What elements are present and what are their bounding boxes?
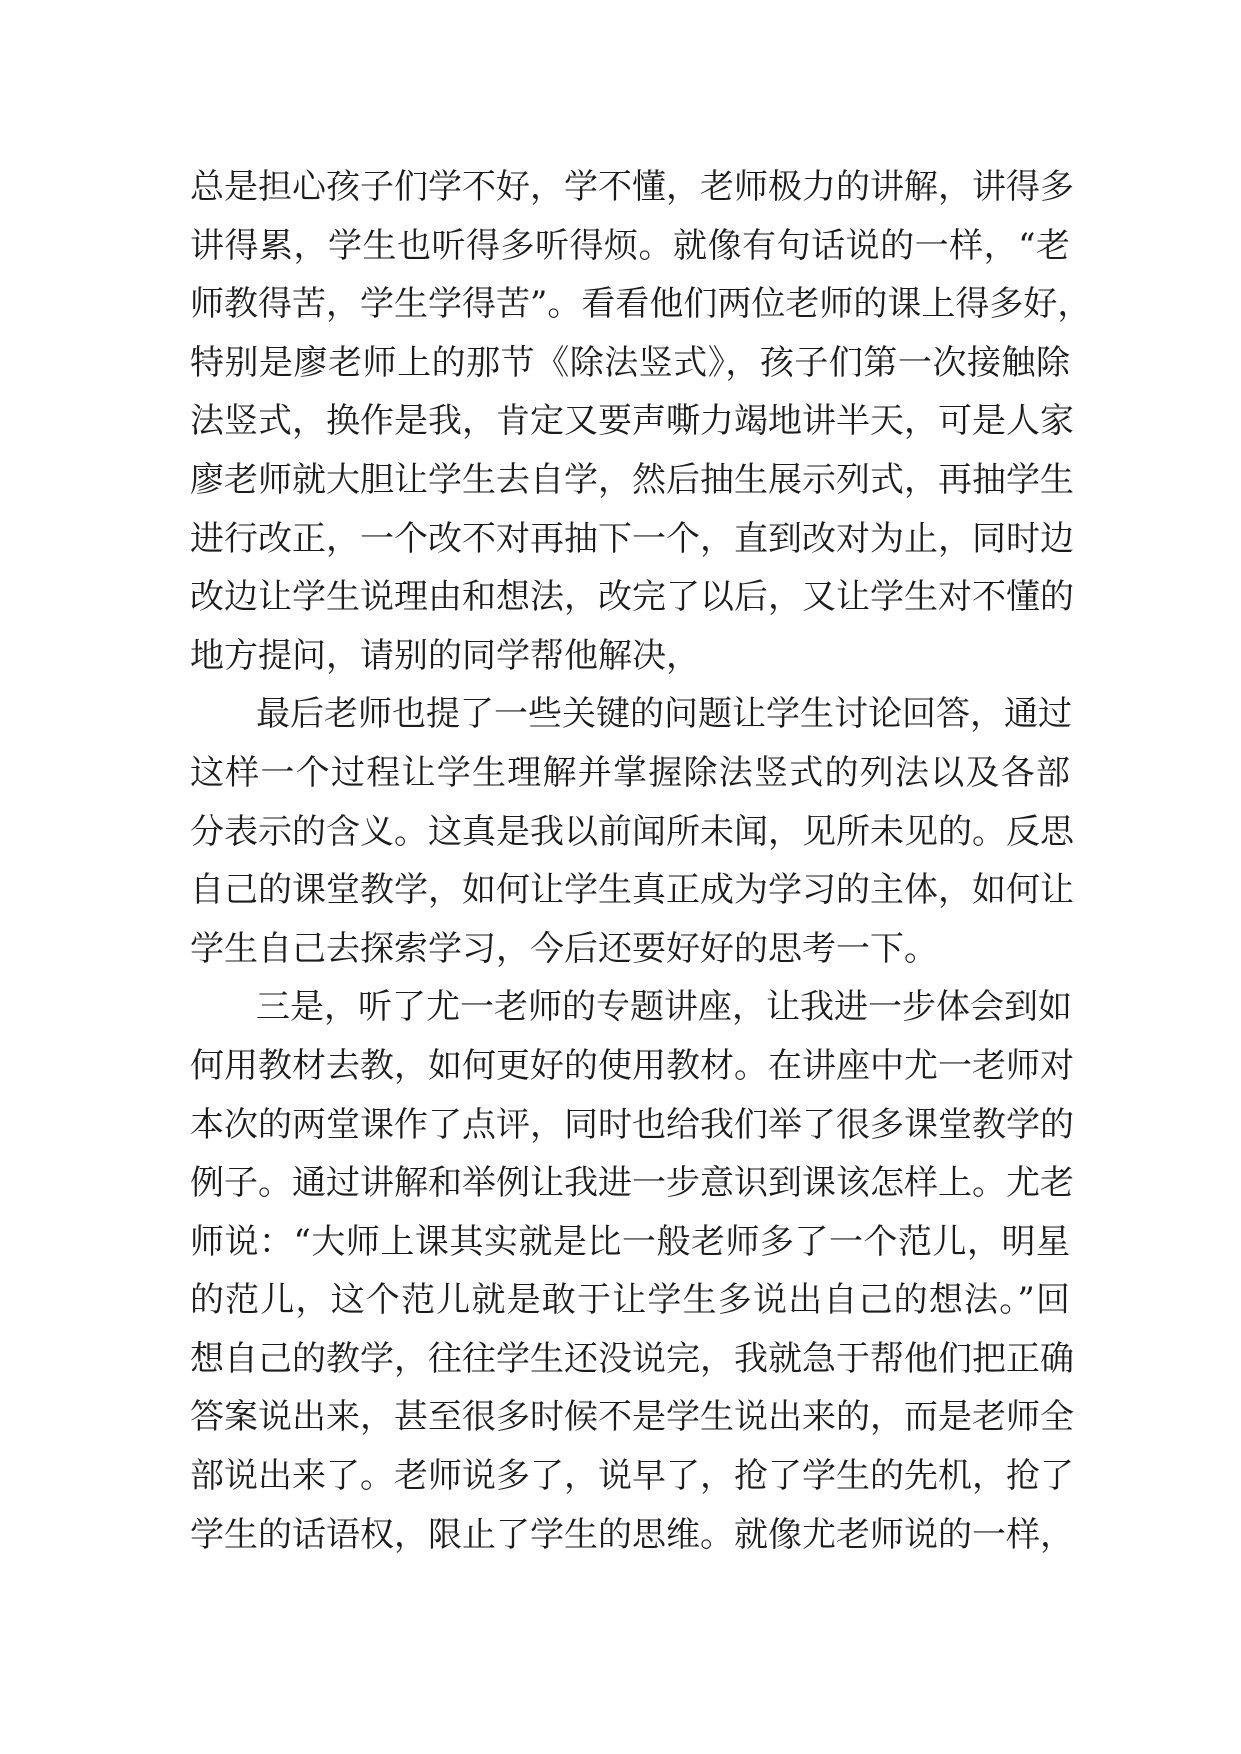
paragraph-start-line: 三是，听了尤一老师的专题讲座，让我进一步体会到如 [256, 987, 1072, 1028]
paragraph-start-line: 最后老师也提了一些关键的问题让学生讨论回答，通过 [256, 694, 1072, 735]
text-line: 分表示的含义。这真是我以前闻所未闻，见所未见的。反思 [190, 811, 1074, 852]
text-line: 学生自己去探索学习，今后还要好好的思考一下。 [190, 928, 938, 969]
text-line: 廖老师就大胆让学生去自学，然后抽生展示列式，再抽学生 [190, 459, 1074, 500]
text-line: 何用教材去教，如何更好的使用教材。在讲座中尤一老师对 [190, 1045, 1074, 1086]
text-line: 例子。通过讲解和举例让我进一步意识到课该怎样上。尤老 [190, 1163, 1074, 1204]
text-line: 自己的课堂教学，如何让学生真正成为学习的主体，如何让 [190, 870, 1074, 911]
text-line: 部说出来了。老师说多了，说早了，抢了学生的先机，抢了 [190, 1456, 1074, 1497]
text-line: 师说：“大师上课其实就是比一般老师多了一个范儿，明星 [190, 1221, 1070, 1262]
text-line: 师教得苦，学生学得苦”。看看他们两位老师的课上得多好， [190, 284, 1092, 325]
text-line: 的范儿，这个范儿就是敢于让学生多说出自己的想法。”回 [190, 1280, 1070, 1321]
text-line: 学生的话语权，限止了学生的思维。就像尤老师说的一样， [190, 1514, 1074, 1555]
text-line: 特别是廖老师上的那节《除法竖式》，孩子们第一次接触除 [190, 342, 1070, 383]
text-line: 讲得累，学生也听得多听得烦。就像有句话说的一样，“老 [190, 225, 1070, 266]
text-line: 这样一个过程让学生理解并掌握除法竖式的列法以及各部 [190, 752, 1070, 793]
text-line: 想自己的教学，往往学生还没说完，我就急于帮他们把正确 [190, 1338, 1074, 1379]
body-text [190, 158, 1092, 1564]
text-line: 法竖式，换作是我，肯定又要声嘶力竭地讲半天，可是人家 [190, 401, 1074, 442]
text-line: 地方提问，请别的同学帮他解决， [190, 635, 700, 676]
text-line: 答案说出来，甚至很多时候不是学生说出来的，而是老师全 [190, 1397, 1074, 1438]
text-line: 改边让学生说理由和想法，改完了以后，又让学生对不懂的 [190, 577, 1074, 618]
text-line: 进行改正，一个改不对再抽下一个，直到改对为止，同时边 [190, 518, 1074, 559]
text-line: 本次的两堂课作了点评，同时也给我们举了很多课堂教学的 [190, 1104, 1074, 1145]
text-line: 总是担心孩子们学不好，学不懂，老师极力的讲解，讲得多 [190, 167, 1074, 207]
